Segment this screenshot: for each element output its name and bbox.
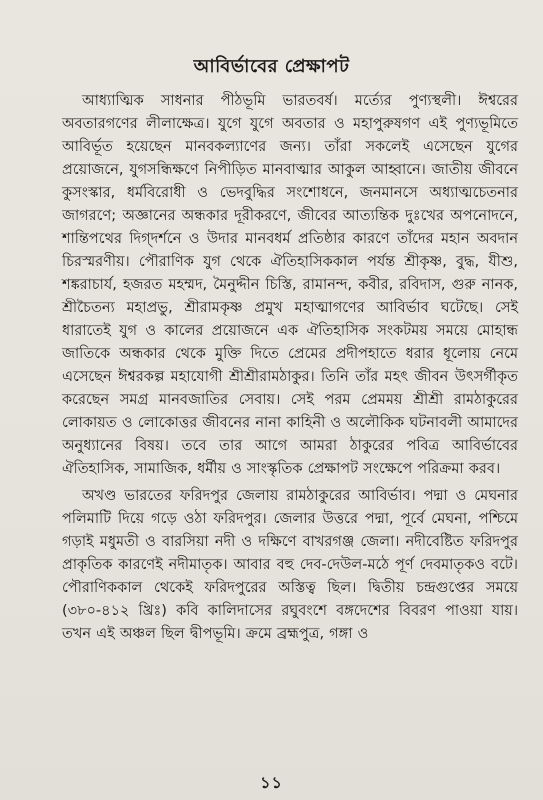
paragraph: অখণ্ড ভারতের ফরিদপুর জেলায় রামঠাকুরের আবির্ভাব। পদ্মা ও মেঘনার পলিমাটি দিয়ে গড়ে ওঠা ফরিদপুর। জেলার উত্তরে পদ্মা, পূর্বে মেঘনা, পশ্চিমে গড়াই মধুমতী ও বারসিয়া নদী ও দক্ষিণে বাখরগঞ্জ জেলা। নদীবেষ্টিত ফরিদপুর প্রাকৃতিক কারণেই নদীমাতৃক। আবার বহু দেব-দেউল-মঠে পূর্ণ দেবমাতৃকও বটে। পৌরাণিককাল থেকেই ফরিদপুরের অস্তিত্ব ছিল। দ্বিতীয় চন্দ্রগুপ্তের সময়ে (৩৮০-৪১২ খ্রিঃ) কবি কালিদাসের রঘুবংশে বঙ্গদেশের বিবরণ পাওয়া যায়। তখন এই অঞ্চল ছিল দ্বীপভূমি। ক্রমে ব্রহ্মপুত্র, গঙ্গা ও: [62, 488, 518, 642]
body-text: [62, 90, 518, 646]
page-number: ১১: [260, 773, 283, 792]
page-title: আবির্ভাবের প্রেক্ষাপট: [193, 56, 350, 78]
faded-running-head: [0, 0, 543, 24]
paragraph: আধ্যাত্মিক সাধনার পীঠভূমি ভারতবর্ষ। মর্ত্যের পুণ্যস্থলী। ঈশ্বরের অবতারগণের লীলাক্ষেত্র। যুগে যুগে অবতার ও মহাপুরুষগণ এই পুণ্যভূমিতে আবির্ভূত হয়েছেন মানবকল্যাণের জন্য। তাঁরা সকলেই এসেছেন যুগের প্রয়োজনে, যুগসন্ধিক্ষণে নিপীড়িত মানবাত্মার আকুল আহ্বানে। জাতীয় জীবনে কুসংস্কার, ধর্মবিরোধী ও ভেদবুদ্ধির সংশোধনে, জনমানসে অধ্যাত্মচেতনার জাগরণে; অজ্ঞানের অন্ধকার দূরীকরণে, জীবের আত্যন্তিক দুঃখের অপনোদনে, শান্তিপথের দিগ্‌দর্শনে ও উদার মানবধর্ম প্রতিষ্ঠার কারণে তাঁদের মহান অবদান চিরস্মরণীয়। পৌরাণিক যুগ থেকে ঐতিহাসিককাল পর্যন্ত শ্রীকৃষ্ণ, বুদ্ধ, যীশু, শঙ্করাচার্য, হজরত মহম্মদ, মৈনুদ্দীন চিস্তি, রামানন্দ, কবীর, রবিদাস, গুরু নানক, শ্রীচৈতন্য মহাপ্রভু, শ্রীরামকৃষ্ণ প্রমুখ মহাত্মাগণের আবির্ভাব ঘটেছে। সেই ধারাতেই যুগ ও কালের প্রয়োজনে এক ঐতিহাসিক সংকটময় সময়ে মোহান্ধ জাতিকে অন্ধকার থেকে মুক্তি দিতে প্রেমের প্রদীপহাতে ধরার ধূলোয় নেমে এসেছেন ঈশ্বরকল্প মহাযোগী শ্রীশ্রীরামঠাকুর। তিনি তাঁর মহৎ জীবন উৎসর্গীকৃত করেছেন সমগ্র মানবজাতির সেবায়। সেই পরম প্রেমময় শ্রীশ্রী রামঠাকুরের লোকায়ত ও লোকোত্তর জীবনের নানা কাহিনী ও অলৌকিক ঘটনাবলী আমাদের অনুধ্যানের বিষয়। তবে তার আগে আমরা ঠাকুরের পবিত্র আবির্ভাবের ঐতিহাসিক, সামাজিক, ধর্মীয় ও সাংস্কৃতিক প্রেক্ষাপট সংক্ষেপে পরিক্রমা করব।: [62, 93, 519, 477]
